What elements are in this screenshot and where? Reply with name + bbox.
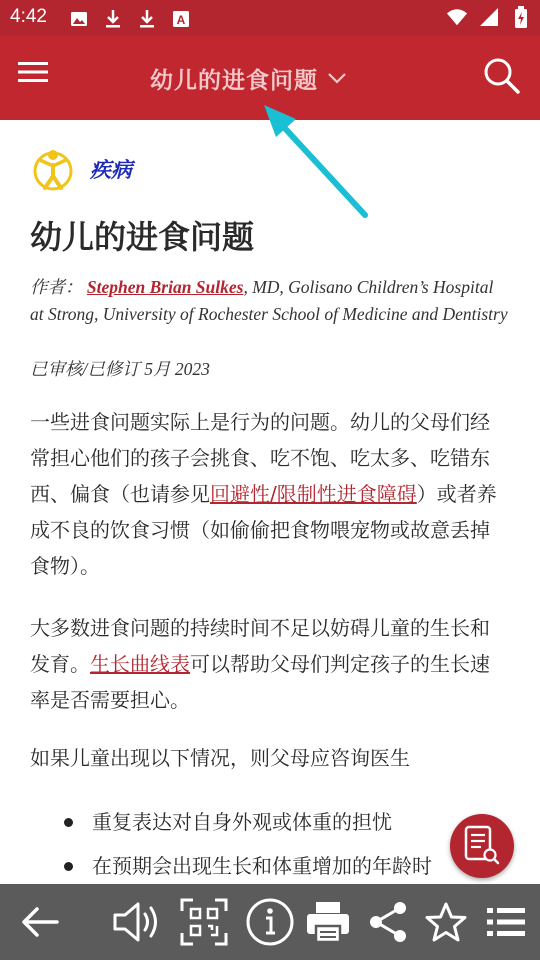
chevron-down-icon — [328, 72, 346, 84]
info-button[interactable] — [242, 894, 298, 950]
review-date: 已审核/已修订 5月 2023 — [30, 359, 210, 379]
paragraph-3: 如果儿童出现以下情况，则父母应咨询医生 — [30, 746, 410, 770]
paragraph-2 — [30, 610, 505, 718]
byline — [30, 274, 510, 328]
person-figure-icon — [30, 146, 76, 192]
document-search-button[interactable] — [450, 814, 514, 878]
paragraph-2-text-b: 可以帮助父母们判定孩子的生长速率是否需要担心。 — [30, 652, 490, 712]
back-icon — [21, 905, 59, 939]
download-icon — [136, 8, 158, 30]
qr-scan-icon — [179, 897, 229, 947]
bullet-list — [62, 800, 502, 884]
svg-text:A: A — [176, 13, 186, 27]
notification-icons — [68, 8, 192, 30]
paragraph-1-text-b: ）或者养成不良的饮食习惯（如偷偷把食物喂宠物或故意丢掉食物）。 — [30, 482, 497, 578]
hamburger-menu-button[interactable] — [18, 60, 66, 96]
byline-affiliation: , MD, Golisano Children’s Hospital at Strong, University of Rochester School of Medicine and Dentistry — [30, 277, 508, 324]
list-item: 重复表达对自身外观或体重的担忧 — [62, 800, 502, 844]
list-icon — [486, 905, 526, 939]
hamburger-icon — [18, 60, 48, 84]
search-icon — [482, 56, 522, 96]
title-dropdown[interactable] — [150, 58, 346, 98]
category-row[interactable] — [30, 146, 132, 192]
speaker-icon — [112, 899, 164, 945]
page-title: 幼儿的进食问题 — [30, 218, 255, 256]
category-label[interactable]: 疾病 — [90, 158, 132, 182]
paragraph-1 — [30, 404, 505, 584]
download-icon — [102, 8, 124, 30]
star-icon — [424, 901, 468, 943]
font-icon — [170, 8, 192, 30]
back-button[interactable] — [12, 894, 68, 950]
qr-scan-button[interactable] — [176, 894, 232, 950]
print-button[interactable] — [300, 894, 356, 950]
document-search-icon — [463, 825, 501, 867]
byline-prefix: 作者： — [30, 277, 83, 297]
arfid-link[interactable]: 回避性/限制性进食障碍 — [210, 482, 417, 506]
status-bar — [0, 0, 540, 36]
contents-list-button[interactable] — [478, 894, 534, 950]
author-link[interactable]: Stephen Brian Sulkes — [86, 277, 244, 297]
bottom-toolbar — [0, 884, 540, 960]
app-bar — [0, 36, 540, 120]
search-button[interactable] — [482, 56, 526, 100]
favorite-button[interactable] — [418, 894, 474, 950]
battery-icon — [510, 6, 532, 28]
image-icon — [68, 8, 90, 30]
paragraph-1-text-a: 一些进食问题实际上是行为的问题。幼儿的父母们经常担心他们的孩子会挑食、吃不饱、吃太多、吃错东西、偏食（也请参见 — [30, 410, 490, 506]
system-icons — [446, 6, 532, 28]
article-content — [0, 120, 540, 884]
app-title: 幼儿的进食问题 — [150, 67, 318, 94]
info-icon — [245, 897, 295, 947]
read-aloud-button[interactable] — [110, 894, 166, 950]
growth-chart-link[interactable]: 生长曲线表 — [90, 652, 190, 676]
paragraph-2-text-a: 大多数进食问题的持续时间不足以妨碍儿童的生长和发育。 — [30, 616, 490, 676]
list-item: 在预期会出现生长和体重增加的年龄时 — [62, 844, 502, 884]
print-icon — [305, 900, 351, 944]
status-time: 4:42 — [10, 6, 47, 27]
signal-icon — [478, 6, 500, 28]
share-button[interactable] — [360, 894, 416, 950]
share-icon — [367, 900, 409, 944]
wifi-icon — [446, 6, 468, 28]
